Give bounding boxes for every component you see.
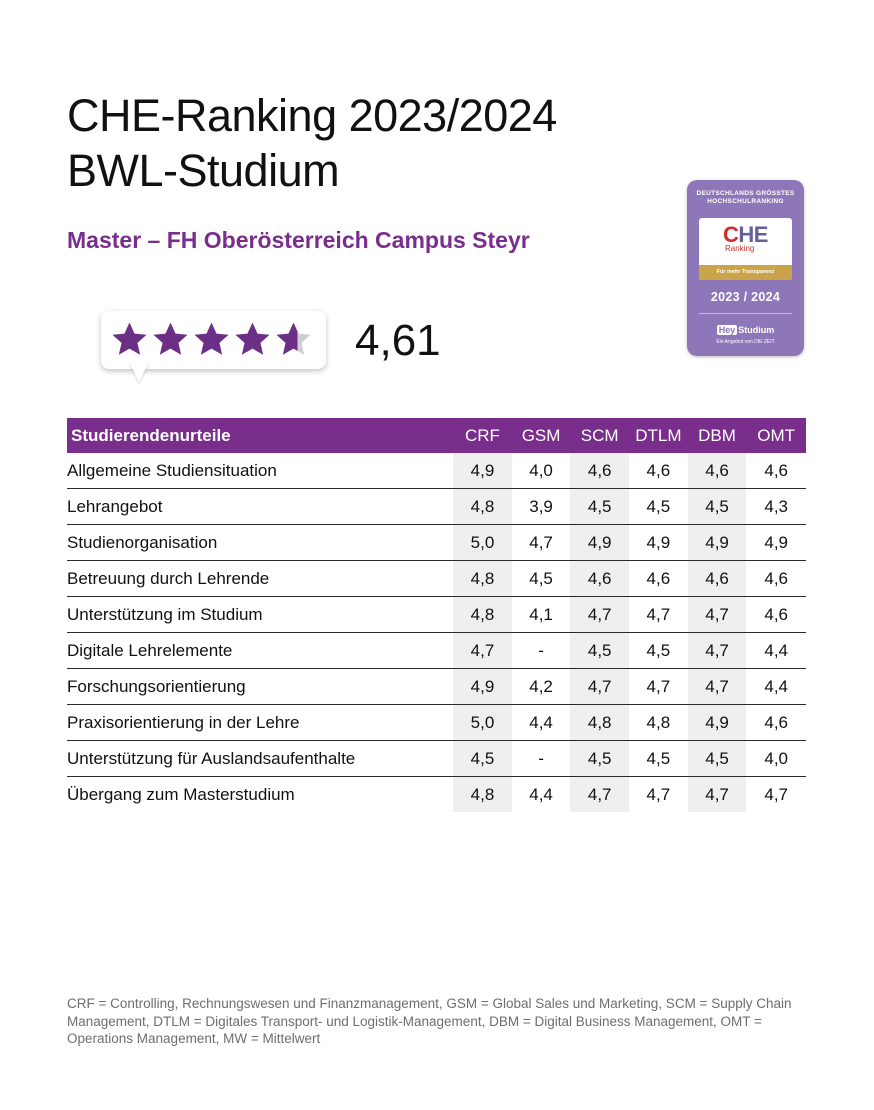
table-row — [67, 525, 806, 561]
row-label: Praxisorientierung in der Lehre — [67, 705, 453, 741]
row-value: 4,6 — [746, 453, 806, 489]
star-rating — [110, 320, 313, 359]
row-value: 4,0 — [512, 453, 571, 489]
table-row — [67, 453, 806, 489]
header-gsm: GSM — [512, 418, 571, 453]
row-value: 4,4 — [746, 633, 806, 669]
badge-line-1: DEUTSCHLANDS GRÖSSTES — [696, 190, 795, 197]
badge-divider — [699, 313, 792, 314]
row-value: 4,9 — [570, 525, 629, 561]
row-value: 4,7 — [764, 784, 788, 804]
row-value: 4,8 — [629, 705, 688, 741]
row-value: 4,5 — [629, 741, 688, 777]
row-value: 4,6 — [746, 597, 806, 633]
row-value: 4,5 — [453, 741, 512, 777]
row-label: Allgemeine Studiensituation — [67, 453, 453, 489]
row-label: Digitale Lehrelemente — [67, 633, 453, 669]
hey-label: Hey — [718, 325, 736, 335]
row-value: 4,6 — [629, 453, 688, 489]
row-value: 4,9 — [746, 525, 806, 561]
row-value: 4,4 — [529, 784, 553, 804]
row-label: Unterstützung für Auslandsaufenthalte — [67, 741, 453, 777]
row-value: 4,7 — [512, 525, 571, 561]
table-header-row — [67, 418, 806, 453]
row-value: - — [512, 741, 571, 777]
row-value: 4,6 — [746, 705, 806, 741]
table-row — [67, 741, 806, 777]
row-value: 4,5 — [512, 561, 571, 597]
row-value: 4,8 — [453, 597, 512, 633]
che-logo: CHE — [723, 222, 768, 247]
row-value: 4,1 — [512, 597, 571, 633]
row-value: 4,5 — [629, 633, 688, 669]
row-value: 4,5 — [688, 741, 747, 777]
table-row — [67, 777, 806, 813]
che-ranking-badge — [687, 180, 804, 356]
row-value: 4,9 — [688, 705, 747, 741]
heystudium-logo — [687, 325, 804, 335]
row-value: 4,4 — [512, 705, 571, 741]
row-value: 4,0 — [746, 741, 806, 777]
row-value: 5,0 — [453, 705, 512, 741]
row-label: Unterstützung im Studium — [67, 597, 453, 633]
table-row — [67, 597, 806, 633]
badge-years: 2023 / 2024 — [710, 290, 781, 304]
row-value: 4,5 — [688, 489, 747, 525]
row-value: 4,6 — [570, 561, 629, 597]
row-value: 4,6 — [570, 453, 629, 489]
badge-headline — [687, 190, 804, 206]
row-label: Lehrangebot — [67, 489, 453, 525]
header-dtlm: DTLM — [629, 418, 688, 453]
footnote: CRF = Controlling, Rechnungswesen und Finanzmanagement, GSM = Global Sales und Marketing, SCM = Supply Chain Management, DTLM = Digitales Transport- und Logistik-Management, DBM = Digital Business Management, OMT = Operations Management, MW = Mittelwert — [67, 996, 792, 1046]
row-value: 4,7 — [570, 777, 629, 813]
row-label: Forschungsorientierung — [67, 669, 453, 705]
header-crf: CRF — [453, 418, 512, 453]
star-icon — [192, 320, 231, 359]
row-value: 4,9 — [453, 453, 512, 489]
row-value: 4,3 — [746, 489, 806, 525]
title-line-1: CHE-Ranking 2023/2024 — [67, 90, 557, 141]
row-value: 4,9 — [688, 525, 747, 561]
star-icon — [110, 320, 149, 359]
row-value: 4,8 — [570, 705, 629, 741]
badge-line-2: HOCHSCHULRANKING — [707, 198, 784, 205]
row-value: 4,9 — [629, 525, 688, 561]
row-value: - — [512, 633, 571, 669]
row-value: 4,5 — [570, 633, 629, 669]
row-value: 4,6 — [688, 453, 747, 489]
table-row — [67, 669, 806, 705]
row-value: 4,7 — [688, 597, 747, 633]
row-value: 4,7 — [629, 597, 688, 633]
row-value: 4,7 — [688, 777, 747, 813]
title-line-2: BWL-Studium — [67, 145, 340, 196]
badge-strip: Für mehr Transparenz — [699, 265, 792, 280]
table-body — [67, 453, 806, 812]
star-icon — [233, 320, 272, 359]
table-row — [67, 633, 806, 669]
row-label: Übergang zum Masterstudium — [67, 784, 295, 804]
row-value: 4,2 — [512, 669, 571, 705]
row-value: 4,4 — [746, 669, 806, 705]
badge-subline: Ein Angebot von DIE ZEIT — [716, 339, 775, 345]
row-value: 4,7 — [570, 669, 629, 705]
header-omt: OMT — [746, 418, 806, 453]
row-value: 4,7 — [570, 597, 629, 633]
table-row — [67, 561, 806, 597]
rating-score: 4,61 — [355, 316, 441, 365]
row-value: 4,6 — [688, 561, 747, 597]
row-value: 4,8 — [453, 561, 512, 597]
row-value: 4,5 — [570, 741, 629, 777]
row-value: 5,0 — [453, 525, 512, 561]
row-value: 4,7 — [646, 784, 671, 804]
table-row — [67, 705, 806, 741]
page-title — [67, 88, 667, 198]
row-value: 4,7 — [453, 633, 512, 669]
header-dbm: DBM — [688, 418, 747, 453]
row-value: 4,9 — [453, 669, 512, 705]
row-value: 4,8 — [453, 777, 512, 813]
row-value: 4,6 — [746, 561, 806, 597]
header-scm: SCM — [570, 418, 629, 453]
row-label: Betreuung durch Lehrende — [67, 561, 453, 597]
row-value: 4,7 — [629, 669, 688, 705]
program-subtitle: Master – FH Oberösterreich Campus Steyr — [67, 227, 530, 253]
studium-label: Studium — [738, 325, 775, 335]
star-icon — [151, 320, 190, 359]
row-value: 4,5 — [570, 489, 629, 525]
row-value: 3,9 — [512, 489, 571, 525]
row-value: 4,8 — [453, 489, 512, 525]
row-label: Studienorganisation — [67, 525, 453, 561]
star-icon — [274, 320, 313, 359]
row-value: 4,7 — [688, 669, 747, 705]
row-value: 4,5 — [629, 489, 688, 525]
table-row — [67, 489, 806, 525]
ratings-table — [67, 418, 806, 812]
row-value: 4,7 — [688, 633, 747, 669]
che-logo-ranking: Ranking — [725, 244, 755, 253]
row-value: 4,6 — [629, 561, 688, 597]
che-logo-card — [699, 218, 792, 280]
header-studierendenurteile: Studierendenurteile — [67, 418, 453, 453]
rating-bubble-tail — [129, 362, 149, 382]
